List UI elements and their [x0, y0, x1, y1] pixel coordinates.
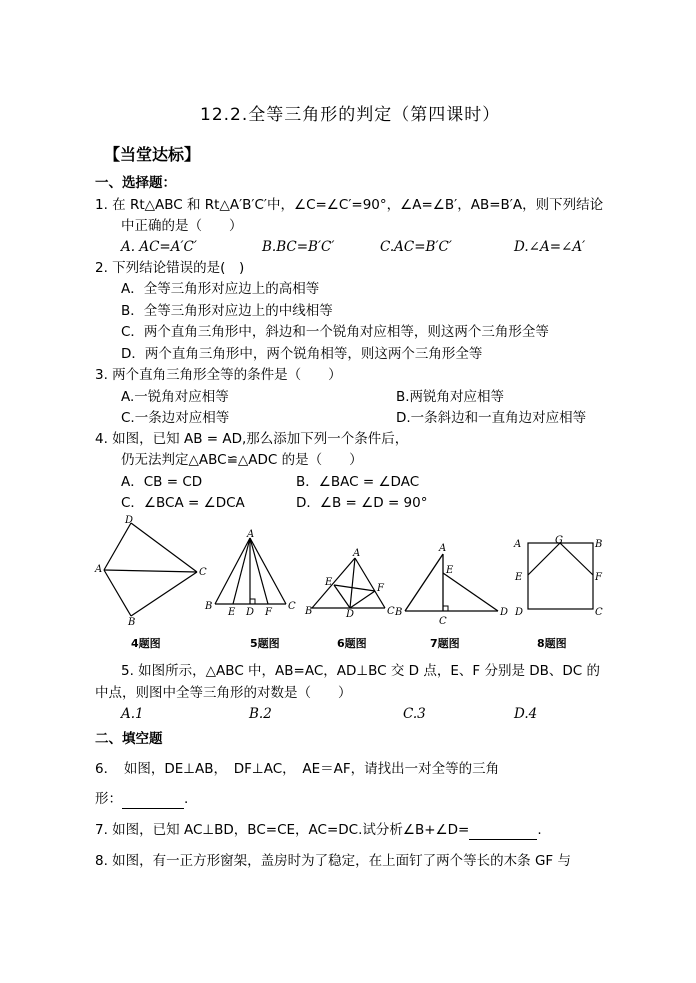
q7-answer-blank[interactable] [469, 821, 537, 840]
fig5-label-e: E [228, 607, 236, 618]
fig4-label-d: D [125, 515, 134, 526]
fig7-label-d: D [500, 607, 509, 618]
figure-5-caption: 5题图 [250, 637, 280, 650]
q3-option-a: A.一锐角对应相等 [121, 389, 229, 405]
fig4-label-a: A [95, 564, 103, 575]
q7-stem [95, 821, 542, 840]
q4-option-a: A．CB = CD [121, 474, 203, 490]
figure-7-caption: 7题图 [430, 637, 460, 650]
q4-option-d: D．∠B = ∠D = 90° [296, 495, 428, 511]
fig6-label-b: B [305, 606, 313, 617]
figure-4-caption: 4题图 [131, 637, 161, 650]
q5-stem-line2: 中点，则图中全等三角形的对数是（ ） [95, 685, 352, 701]
q8-stem: 8. 如图，有一正方形窗架，盖房时为了稳定，在上面钉了两个等长的木条 GF 与 [95, 853, 571, 869]
fig5-label-c: C [288, 601, 296, 612]
q3-option-c: C.一条边对应相等 [121, 410, 230, 426]
page-title: 12.2.全等三角形的判定（第四课时） [200, 105, 501, 125]
q1-stem-line1: 1. 在 Rt△ABC 和 Rt△A′B′C′中，∠C=∠C′=90°，∠A=∠B′，AB=B′A，则下列结论 [95, 197, 604, 213]
q5-option-a: A.1 [121, 706, 144, 722]
fig5-label-a: A [247, 529, 255, 540]
figure-8-caption: 8题图 [537, 637, 567, 650]
fig4-label-b: B [128, 617, 136, 628]
fig8-label-e: E [515, 572, 523, 583]
figure-6 [305, 548, 395, 620]
fig6-label-c: C [387, 606, 395, 617]
figure-6-caption: 6题图 [337, 637, 367, 650]
q3-option-b: B.两锐角对应相等 [396, 389, 505, 405]
q6-stem-line2 [95, 790, 188, 809]
section-header: 【当堂达标】 [104, 145, 201, 164]
fig6-label-a: A [353, 548, 361, 559]
q1-stem-line2: 中正确的是（ ） [121, 218, 243, 234]
part2-heading: 二、填空题 [95, 731, 163, 747]
q7-end: . [537, 822, 542, 838]
q1-option-b: B.BC=B′C′ [262, 239, 335, 255]
figure-8 [510, 533, 603, 618]
q5-stem-line1: 5. 如图所示，△ABC 中，AB=AC，AD⊥BC 交 D 点，E、F 分别是 DB、DC 的 [121, 663, 601, 679]
fig4-label-c: C [199, 567, 207, 578]
fig5-label-b: B [205, 601, 213, 612]
fig5-label-d: D [246, 607, 255, 618]
q1-option-c: C.AC=B′C′ [380, 239, 452, 255]
q6-line2-text: 形： [95, 791, 122, 807]
q7-text: 7. 如图，已知 AC⊥BD，BC=CE，AC=DC.试分析∠B+∠D= [95, 822, 470, 838]
fig8-label-d: D [515, 607, 524, 618]
fig7-label-e: E [446, 565, 454, 576]
q4-option-b: B．∠BAC = ∠DAC [296, 474, 420, 490]
fig8-label-b: B [595, 539, 603, 550]
fig8-label-f: F [595, 572, 602, 583]
figure-5 [205, 529, 296, 618]
figure-7 [395, 545, 515, 625]
q2-stem: 2. 下列结论错误的是( ) [95, 260, 245, 276]
q4-option-c: C．∠BCA = ∠DCA [121, 495, 245, 511]
fig6-label-d: D [346, 609, 355, 620]
q6-line2-end: . [184, 791, 189, 807]
q5-option-c: C.3 [403, 706, 426, 722]
fig6-label-e: E [325, 577, 333, 588]
part1-heading: 一、选择题： [95, 175, 176, 191]
q2-option-a: A．全等三角形对应边上的高相等 [121, 281, 320, 297]
q2-option-c: C．两个直角三角形中，斜边和一个锐角对应相等，则这两个三角形全等 [121, 324, 549, 340]
q2-option-d: D．两个直角三角形中，两个锐角相等，则这两个三角形全等 [121, 346, 483, 362]
q6-answer-blank[interactable] [122, 790, 184, 809]
q5-option-b: B.2 [249, 706, 272, 722]
q3-option-d: D.一条斜边和一直角边对应相等 [396, 410, 587, 426]
q6-stem-line1: 6． 如图，DE⊥AB， DF⊥AC， AE＝AF，请找出一对全等的三角 [95, 761, 500, 777]
q4-stem-line2: 仍无法判定△ABC≌△ADC 的是（ ） [121, 452, 363, 468]
q2-option-b: B．全等三角形对应边上的中线相等 [121, 303, 333, 319]
fig5-label-f: F [265, 607, 272, 618]
fig8-label-c: C [595, 607, 603, 618]
fig6-label-f: F [377, 583, 384, 594]
q1-option-d: D.∠A=∠A′ [514, 239, 586, 255]
q4-stem-line1: 4. 如图，已知 AB = AD,那么添加下列一个条件后， [95, 431, 409, 447]
fig7-label-a: A [439, 543, 447, 554]
q5-option-d: D.4 [514, 706, 538, 722]
fig7-label-b: B [395, 607, 403, 618]
q3-stem: 3. 两个直角三角形全等的条件是（ ） [95, 367, 342, 383]
fig8-label-a: A [514, 539, 522, 550]
fig8-label-g: G [555, 535, 563, 546]
q1-option-a: A. AC=A′C′ [121, 239, 197, 255]
fig7-label-c: C [439, 616, 447, 627]
figure-4 [95, 515, 213, 628]
